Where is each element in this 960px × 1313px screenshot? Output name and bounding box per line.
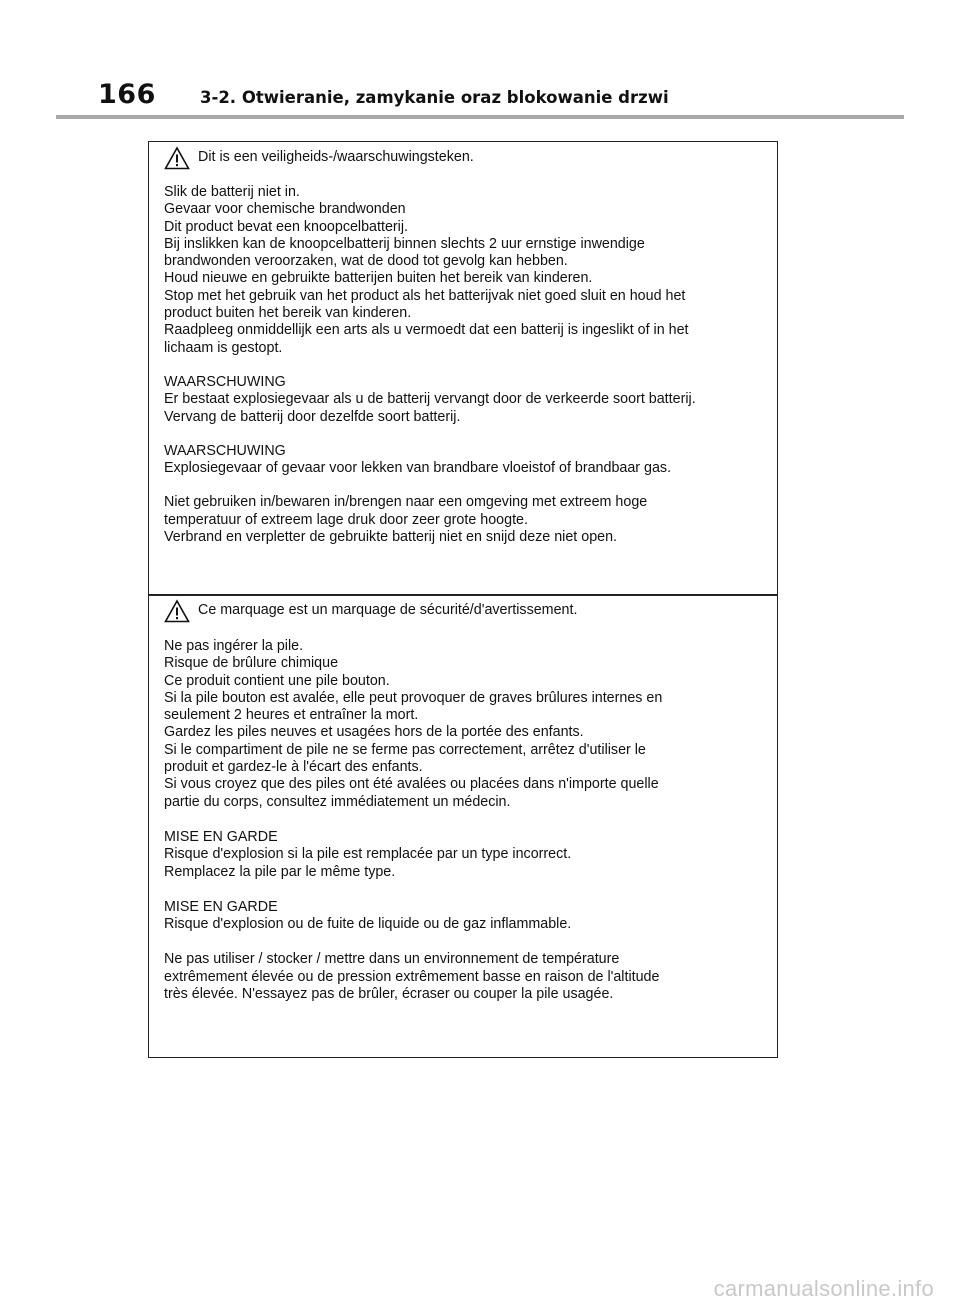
caution-heading: MISE EN GARDE xyxy=(164,898,278,915)
dutch-title: Dit is een veiligheids-/waarschuwingsteken. xyxy=(198,149,474,166)
chapter-title: 3-2. Otwieranie, zamykanie oraz blokowanie drzwi xyxy=(200,88,669,107)
text-line: Risque d'explosion si la pile est remplacée par un type incorrect. xyxy=(164,846,572,863)
text-line: très élevée. N'essayez pas de brûler, écraser ou couper la pile usagée. xyxy=(164,986,614,1003)
french-warning-box xyxy=(148,594,778,1058)
text-line: extrêmement élevée ou de pression extrêmement basse en raison de l'altitude xyxy=(164,968,660,985)
text-line: Vervang de batterij door dezelfde soort batterij. xyxy=(164,408,461,425)
text-line: lichaam is gestopt. xyxy=(164,339,283,356)
warning-heading: WAARSCHUWING xyxy=(164,442,286,459)
dutch-warning-box xyxy=(148,141,778,596)
text-line: Remplacez la pile par le même type. xyxy=(164,863,396,880)
text-line: Houd nieuwe en gebruikte batterijen buiten het bereik van kinderen. xyxy=(164,270,593,287)
text-line: Bij inslikken kan de knoopcelbatterij binnen slechts 2 uur ernstige inwendige xyxy=(164,235,645,252)
text-line: Ce produit contient une pile bouton. xyxy=(164,672,390,689)
french-title: Ce marquage est un marquage de sécurité/d'avertissement. xyxy=(198,602,578,619)
text-line: brandwonden veroorzaken, wat de dood tot gevolg kan hebben. xyxy=(164,253,568,270)
french-title-row xyxy=(164,599,777,623)
header-rule xyxy=(56,115,904,119)
warning-triangle-icon xyxy=(164,146,190,170)
text-line: Slik de batterij niet in. xyxy=(164,184,300,200)
text-line: Dit product bevat een knoopcelbatterij. xyxy=(164,218,408,235)
text-line: Risque de brûlure chimique xyxy=(164,655,339,672)
text-line: Gardez les piles neuves et usagées hors de la portée des enfants. xyxy=(164,724,584,741)
text-line: temperatuur of extreem lage druk door zeer grote hoogte. xyxy=(164,511,528,528)
dutch-title-row xyxy=(164,146,777,170)
text-line: Ne pas utiliser / stocker / mettre dans un environnement de température xyxy=(164,951,620,968)
text-line: Verbrand en verpletter de gebruikte batterij niet en snijd deze niet open. xyxy=(164,529,618,546)
text-line: Gevaar voor chemische brandwonden xyxy=(164,201,406,218)
text-line: Si la pile bouton est avalée, elle peut provoquer de graves brûlures internes en xyxy=(164,689,663,706)
text-line: Er bestaat explosiegevaar als u de batterij vervangt door de verkeerde soort batterij. xyxy=(164,391,696,408)
text-line: partie du corps, consultez immédiatement un médecin. xyxy=(164,793,511,810)
dutch-group-warning-2 xyxy=(164,443,777,478)
page-header xyxy=(98,79,669,109)
dutch-group-warning-1 xyxy=(164,374,777,426)
text-line: Stop met het gebruik van het product als het batterijvak niet goed sluit en houd het xyxy=(164,287,686,304)
french-group-caution-2 xyxy=(164,899,777,934)
french-group-environment xyxy=(164,951,777,1003)
text-line: Niet gebruiken in/bewaren in/brengen naar een omgeving met extreem hoge xyxy=(164,494,648,511)
dutch-group-ingestion xyxy=(164,184,777,357)
dutch-group-environment xyxy=(164,494,777,546)
text-line: product buiten het bereik van kinderen. xyxy=(164,305,412,322)
text-line: produit et gardez-le à l'écart des enfants. xyxy=(164,759,423,776)
site-watermark: carmanualsonline.info xyxy=(713,1276,934,1301)
text-line: Explosiegevaar of gevaar voor lekken van brandbare vloeistof of brandbaar gas. xyxy=(164,460,672,477)
caution-heading: MISE EN GARDE xyxy=(164,828,278,845)
text-line: Si vous croyez que des piles ont été avalées ou placées dans n'importe quelle xyxy=(164,776,659,793)
text-line: Si le compartiment de pile ne se ferme pas correctement, arrêtez d'utiliser le xyxy=(164,741,646,758)
french-group-ingestion xyxy=(164,638,777,811)
french-group-caution-1 xyxy=(164,829,777,881)
warning-triangle-icon xyxy=(164,599,190,623)
text-line: Risque d'explosion ou de fuite de liquide ou de gaz inflammable. xyxy=(164,916,572,933)
page-number: 166 xyxy=(98,79,156,110)
warning-heading: WAARSCHUWING xyxy=(164,373,286,390)
text-line: Raadpleeg onmiddellijk een arts als u vermoedt dat een batterij is ingeslikt of in het xyxy=(164,322,689,339)
text-line: Ne pas ingérer la pile. xyxy=(164,638,304,654)
text-line: seulement 2 heures et entraîner la mort. xyxy=(164,707,419,724)
